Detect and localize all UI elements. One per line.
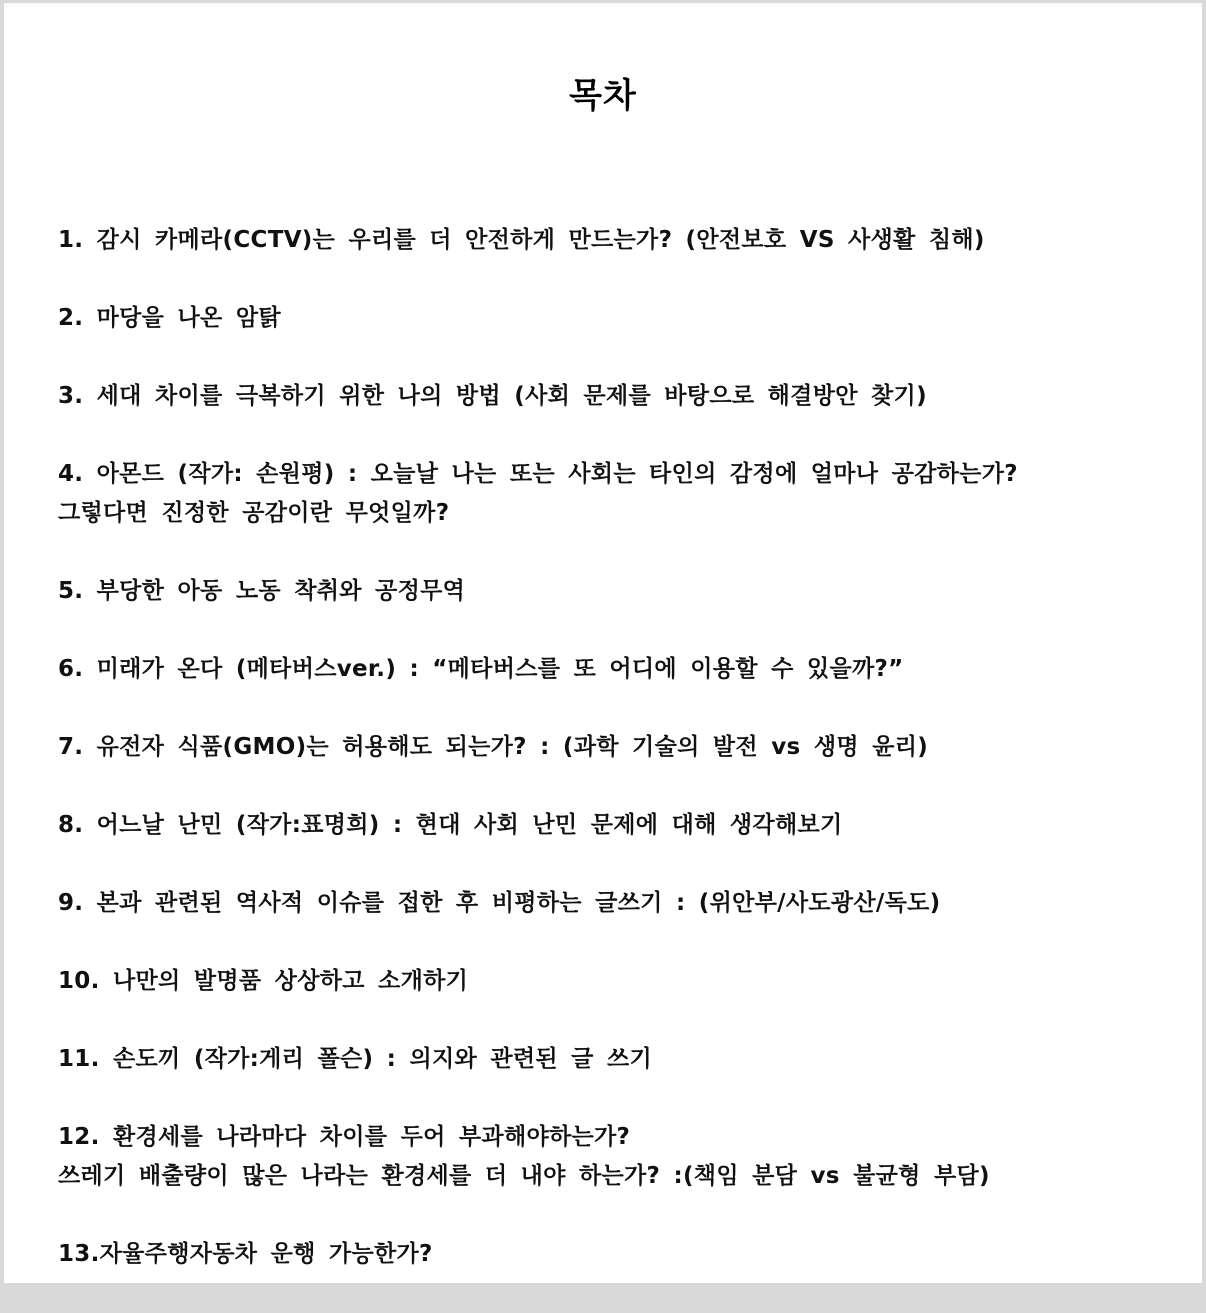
toc-item-text: 6. 미래가 온다 (메타버스ver.) : “메타버스를 또 어디에 이용할 수 있을까?” [58, 656, 904, 682]
toc-item-text: 12. 환경세를 나라마다 차이를 두어 부과해야하는가? [58, 1124, 631, 1150]
toc-item-text: 13.자율주행자동차 운행 가능한가? [58, 1241, 433, 1267]
toc-item-7 [58, 728, 1018, 767]
toc-item-13 [58, 1235, 1018, 1274]
document-page [4, 3, 1202, 1283]
toc-item-text: 2. 마당을 나온 암탉 [58, 305, 281, 331]
toc-item-text: 1. 감시 카메라(CCTV)는 우리를 더 안전하게 만드는가? (안전보호 VS 사생활 침해) [58, 227, 985, 253]
toc-item-3 [58, 377, 1018, 416]
toc-item-10 [58, 962, 1018, 1001]
page-title: 목차 [569, 75, 637, 116]
toc-item-text: 10. 나만의 발명품 상상하고 소개하기 [58, 968, 469, 994]
toc-item-text: 9. 본과 관련된 역사적 이슈를 접한 후 비평하는 글쓰기 : (위안부/사도광산/독도) [58, 890, 941, 916]
toc-item-1 [58, 221, 1018, 260]
toc-item-text: 11. 손도끼 (작가:게리 폴슨) : 의지와 관련된 글 쓰기 [58, 1046, 653, 1072]
toc-item-2 [58, 299, 1018, 338]
toc-item-text: 3. 세대 차이를 극복하기 위한 나의 방법 (사회 문제를 바탕으로 해결방안 찾기) [58, 383, 927, 409]
toc-item-text-continued: 쓰레기 배출량이 많은 나라는 환경세를 더 내야 하는가? :(책임 분담 vs 불균형 부담) [58, 1163, 990, 1189]
toc-item-12 [58, 1118, 1018, 1196]
table-of-contents [58, 221, 1018, 1313]
toc-item-8 [58, 806, 1018, 845]
toc-item-5 [58, 572, 1018, 611]
toc-item-text-continued: 그렇다면 진정한 공감이란 무엇일까? [58, 500, 450, 526]
toc-item-text: 8. 어느날 난민 (작가:표명희) : 현대 사회 난민 문제에 대해 생각해보기 [58, 812, 843, 838]
toc-item-11 [58, 1040, 1018, 1079]
toc-item-text: 4. 아몬드 (작가: 손원평) : 오늘날 나는 또는 사회는 타인의 감정에 얼마나 공감하는가? [58, 461, 1018, 487]
toc-item-4 [58, 455, 1018, 533]
toc-item-text: 5. 부당한 아동 노동 착취와 공정무역 [58, 578, 466, 604]
toc-item-9 [58, 884, 1018, 923]
toc-item-text: 7. 유전자 식품(GMO)는 허용해도 되는가? : (과학 기술의 발전 vs 생명 윤리) [58, 734, 929, 760]
toc-item-6 [58, 650, 1018, 689]
